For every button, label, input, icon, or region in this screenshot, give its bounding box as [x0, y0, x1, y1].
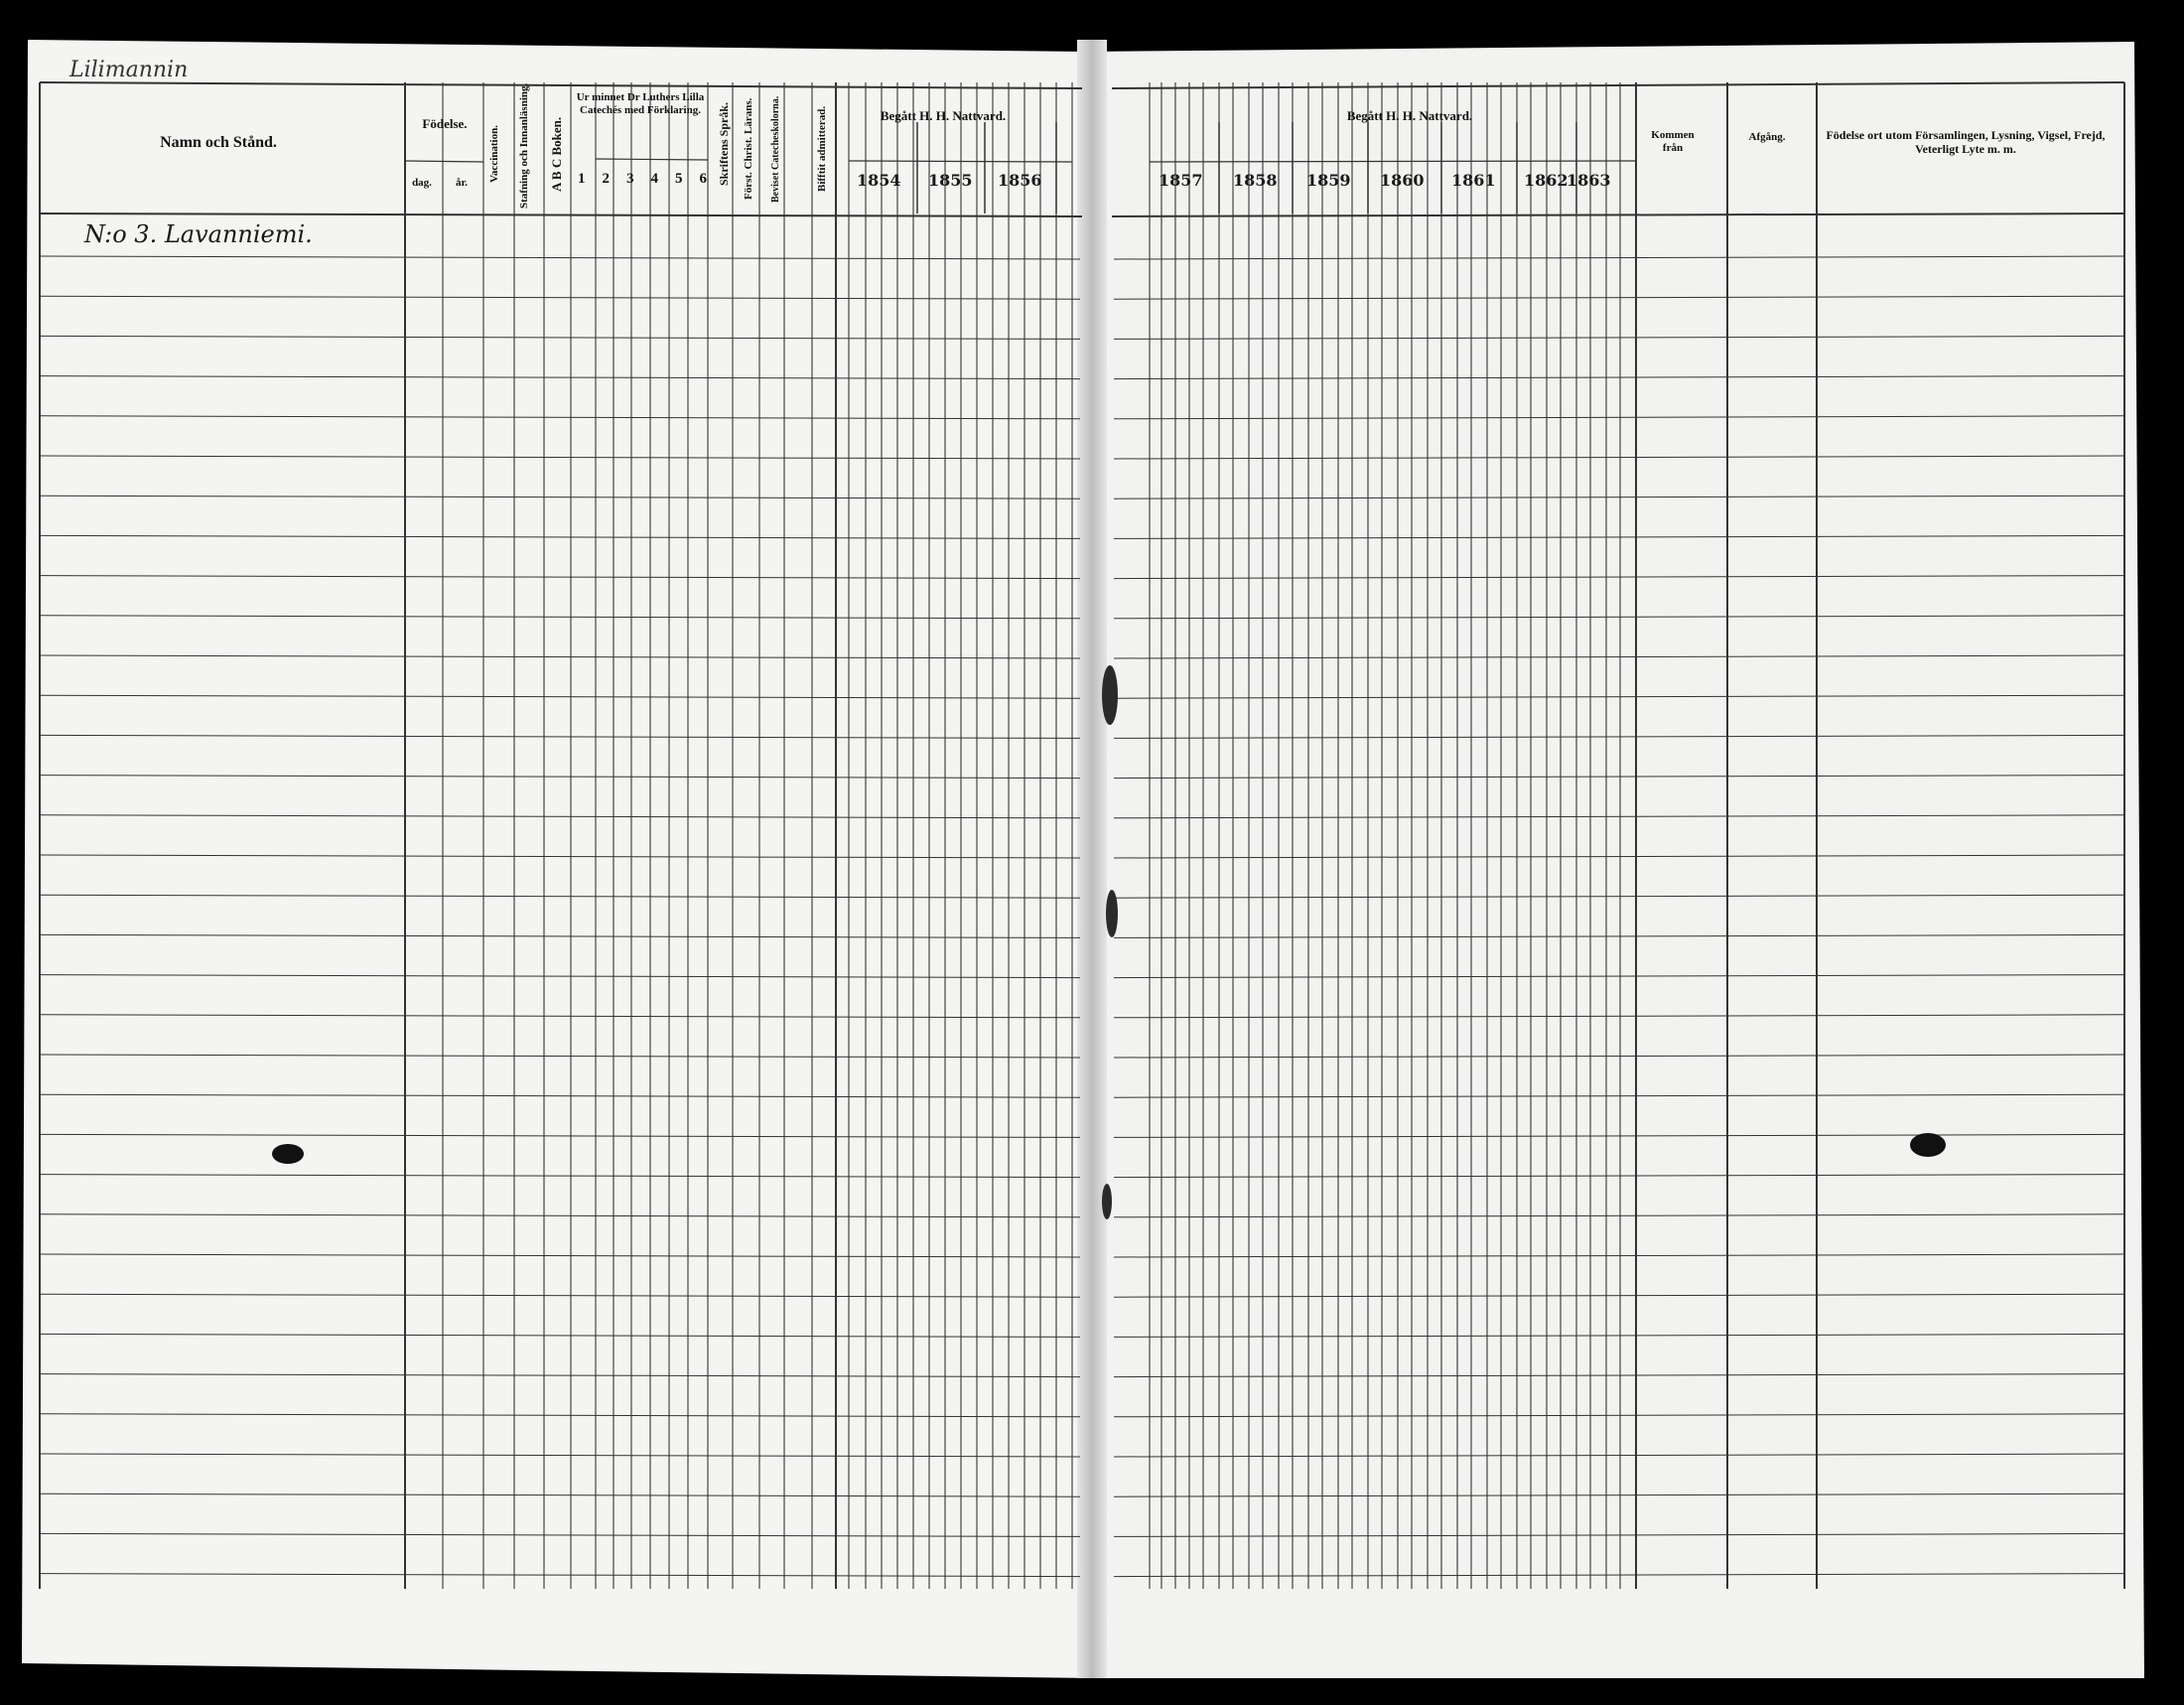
- header-luther: Ur minnet Dr Luthers Lilla Catechés med Förklaring.: [576, 91, 705, 116]
- year-1862: 1862: [1524, 171, 1569, 190]
- header-beviset: Beviset Catecheskolorna.: [770, 95, 781, 203]
- header-bifftit: Bifftit admitterad.: [816, 105, 828, 193]
- luther-numbers: [578, 171, 707, 188]
- luther-col-4: 4: [650, 171, 658, 187]
- header-nattvard-right: Begått H. H. Nattvard.: [1346, 108, 1473, 123]
- header-forst: Först. Christ. Lärans.: [743, 97, 754, 201]
- year-1859: 1859: [1306, 171, 1351, 190]
- luther-col-1: 1: [578, 171, 586, 187]
- year-1857: 1857: [1159, 171, 1203, 190]
- header-dag: dag.: [412, 177, 432, 189]
- header-fodelse-ort: Födelse ort utom Församlingen, Lysning, Vigsel, Frejd, Veterligt Lyte m. m.: [1826, 128, 2106, 156]
- year-1861: 1861: [1451, 171, 1496, 190]
- header-ar: år.: [455, 177, 469, 189]
- header-afgang: Afgång.: [1748, 131, 1786, 143]
- luther-col-5: 5: [675, 171, 683, 187]
- header-stafning: Stafning och Innanläsning.: [518, 82, 530, 209]
- header-abc: A B C Boken.: [549, 116, 564, 192]
- year-1856: 1856: [998, 171, 1042, 190]
- section-title: N:o 3. Lavanniemi.: [84, 220, 313, 248]
- year-1858: 1858: [1233, 171, 1278, 190]
- header-namn: Namn och Stånd.: [160, 134, 277, 151]
- year-1855: 1855: [928, 171, 973, 190]
- header-skriftens: Skriftens Språk.: [717, 101, 731, 187]
- luther-col-6: 6: [699, 171, 707, 187]
- luther-col-2: 2: [602, 171, 610, 187]
- luther-col-3: 3: [626, 171, 634, 187]
- header-fodelse: Födelse.: [422, 116, 468, 131]
- year-1860: 1860: [1380, 171, 1425, 190]
- year-1854: 1854: [857, 171, 901, 190]
- page-label: Lilimannin: [69, 58, 189, 82]
- header-vaccination: Vaccination.: [488, 125, 500, 183]
- header-nattvard-left: Begått H. H. Nattvard.: [880, 108, 1007, 123]
- header-kommen: Kommen från: [1651, 129, 1695, 154]
- year-1863: 1863: [1567, 171, 1611, 190]
